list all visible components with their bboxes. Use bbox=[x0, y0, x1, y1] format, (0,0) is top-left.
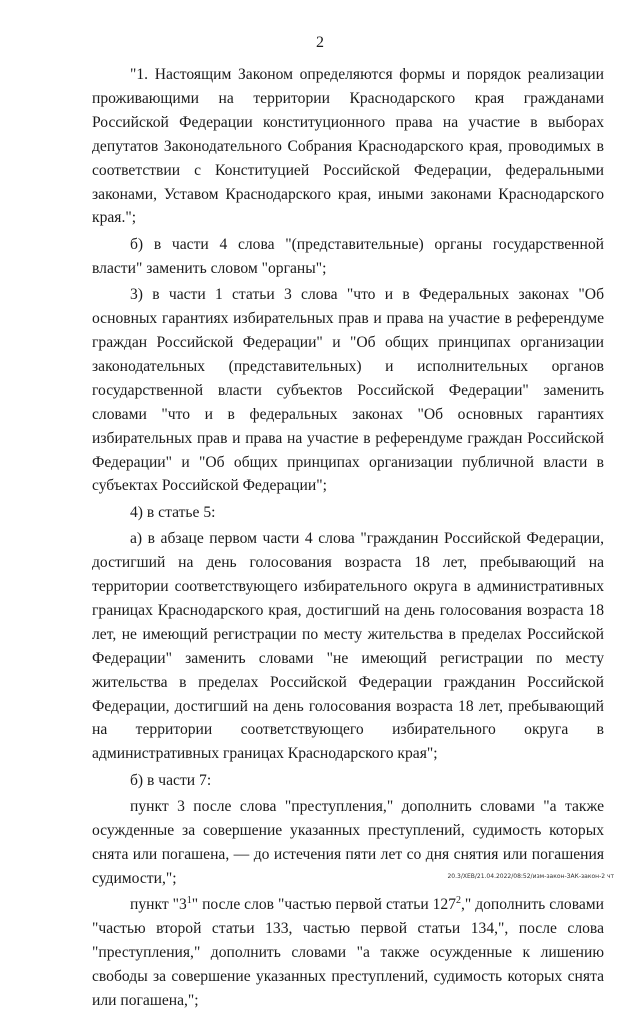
paragraph-article-5-part-4: а) в абзаце первом части 4 слова "гражданин Российской Федерации, достигший на день голосования возраста 18 лет, пребывающий на территории соответствующего избирательного округа в административных границах Краснодарского края, достигший на день голосования возраста 18 лет, не имеющий регистрации по месту жительства в пределах Российской Федерации" заменить словами "не имеющий регистрации по месту жительства в пределах Российской Федерации гражданин Российской Федерации, достигший на день голосования возраста 18 лет, пребывающий на территории соответствующего избирательного округа в административных границах Краснодарского края"; bbox=[92, 530, 604, 763]
paragraph-article-3-amendment: 3) в части 1 статьи 3 слова "что и в Федеральных законах "Об основных гарантиях избирательных прав и права на участие в референдуме граждан Российской Федерации" и "Об общих принципах организации законодательных (представительных) и исполнительных органов государственной власти субъектов Российской Федерации" заменить словами "что и в федеральных законах "Об основных гарантиях избирательных прав и права на участие в референдуме граждан Российской Федерации" и "Об общих принципах организации публичной власти в субъектах Российской Федерации"; bbox=[92, 286, 604, 495]
superscript-2: 2 bbox=[456, 895, 461, 907]
document-footer-code: 20.3/ХЕВ/21.04.2022/08:52/изм-закон-ЗАК-закон-2 чт bbox=[447, 873, 614, 880]
point-3-1-text-start: пункт "3 bbox=[130, 896, 187, 914]
point-3-1-text-middle: " после слов "частью первой статьи 127 bbox=[191, 896, 456, 914]
page-number: 2 bbox=[316, 34, 324, 51]
superscript-1: 1 bbox=[186, 895, 192, 907]
paragraph-article-5-heading: 4) в статье 5: bbox=[130, 503, 216, 521]
document-body bbox=[92, 63, 604, 1013]
paragraph-point-3: пункт 3 после слова "преступления," дополнить словами "а также осужденные за совершение указанных преступлений, судимость которых снята или погашена, — до истечения пяти лет со дня снятия или погашения судимости,"; bbox=[92, 798, 604, 887]
paragraph-part-7-heading: б) в части 7: bbox=[130, 771, 212, 789]
paragraph-law-purpose: "1. Настоящим Законом определяются формы и порядок реализации проживающими на территории Краснодарского края гражданами Российской Федерации конституционного права на участие в выборах депутатов Законодательного Собрания Краснодарского края, проводимых в соответствии с Конституцией Российской Федерации, федеральными законами, Уставом Краснодарского края, иными законами Краснодарского края."; bbox=[92, 66, 604, 227]
paragraph-part-4-amendment: б) в части 4 слова "(представительные) органы государственной власти" заменить словом "органы"; bbox=[92, 235, 604, 277]
paragraph-point-3-1 bbox=[92, 893, 604, 1013]
point-3-1-text-end: ," дополнить словами "частью второй статьи 133, частью первой статьи 134,", после слова "преступления," дополнить словами "а также осужденные к лишению свободы за совершение указанных преступлений, судимость которых снята или погашена,"; bbox=[92, 896, 605, 1009]
